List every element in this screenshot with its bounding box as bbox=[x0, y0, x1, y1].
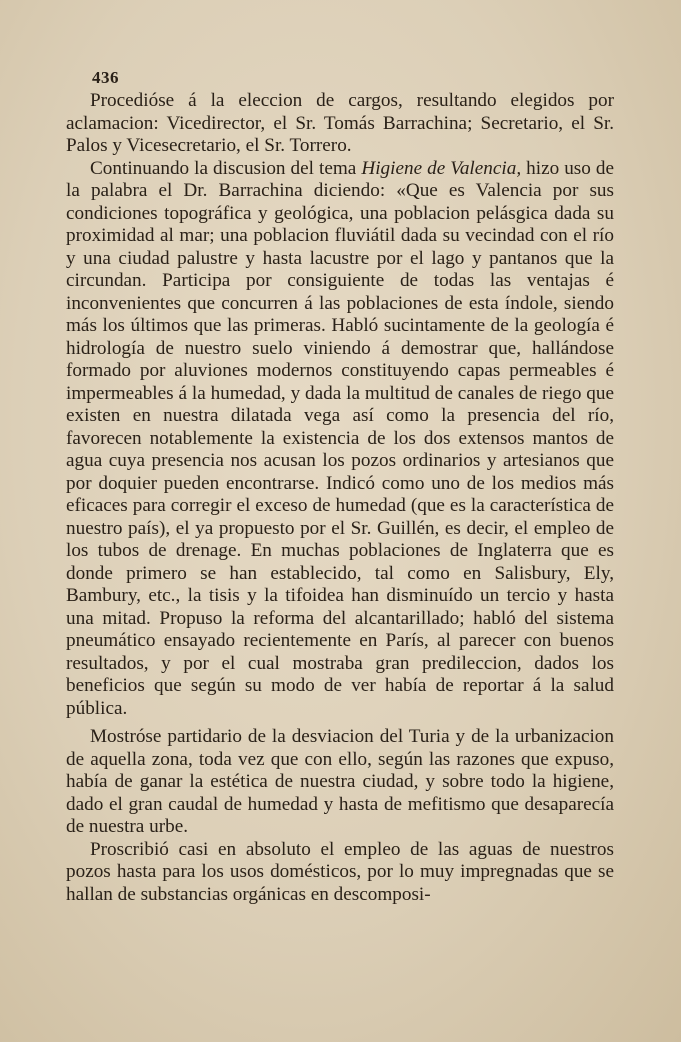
discussion-lead: Continuando la discusion del tema bbox=[90, 157, 357, 179]
paragraph-turia: Mostróse partidario de la desviacion del Turia y de la urbanizacion de aquella zona, toda vez que con ello, según las razones que expuso, había de ganar la estética de nuestra ciudad, y sobre todo la higiene, dado el gran caudal de humedad y hasta de mefitismo que desaparecía de nuestra urbe. bbox=[66, 726, 614, 837]
topic-title: Higiene de Valencia, bbox=[361, 157, 522, 179]
paragraph-election: Procedióse á la eleccion de cargos, resultando elegidos por aclamacion: Vicedirector, el Sr. Tomás Barrachina; Secretario, el Sr. Palos y Vicesecretario, el Sr. Torrero. bbox=[66, 90, 614, 156]
body-text bbox=[66, 90, 614, 906]
paragraph-discussion bbox=[66, 158, 614, 721]
paragraph-wells: Proscribió casi en absoluto el empleo de las aguas de nuestros pozos hasta para los usos domésticos, por lo muy impregnadas que se hallan de substancias orgánicas en descomposi- bbox=[66, 838, 614, 905]
page-number: 436 bbox=[92, 68, 119, 87]
discussion-body: hizo uso de la palabra el Dr. Barrachina diciendo: «Que es Valencia por sus condiciones topográfica y geológica, una poblacion pelásgica dada su proximidad al mar; una poblacion fluviátil dada su vecindad con el río y una ciudad palustre y hasta lacustre por el lago y pantanos que la circundan. Participa por consiguiente de todas las ventajas é inconvenientes que concurren á las poblaciones de esta índole, siendo más los últimos que las primeras. Habló sucintamente de la geología é hidrología de nuestro suelo viniendo á demostrar que, hallándose formado por aluviones modernos constituyendo capas permeables é impermeables á la humedad, y dada la multitud de canales de riego que existen en nuestra dilatada vega así como la presencia del río, favorecen notablemente la existencia de los dos extensos mantos de agua cuya presencia nos acusan los pozos ordinarios y artesianos que por doquier pueden encontrarse. Indicó como uno de los medios más eficaces para corregir el exceso de humedad (que es la característica de nuestro país), el ya propuesto por el Sr. Guillén, es decir, el empleo de los tubos de drenage. En muchas poblaciones de Inglaterra que es donde primero se han establecido, tal como en Salisbury, Ely, Bambury, etc., la tisis y la tifoidea han disminuído un tercio y hasta una mitad. Propuso la reforma del alcantarillado; habló del sistema pneumático ensayado recientemente en París, al parecer con buenos resultados, y por el cual mostraba gran predileccion, dados los beneficios que según su modo de ver había de reportar á la salud pública. bbox=[66, 157, 615, 719]
